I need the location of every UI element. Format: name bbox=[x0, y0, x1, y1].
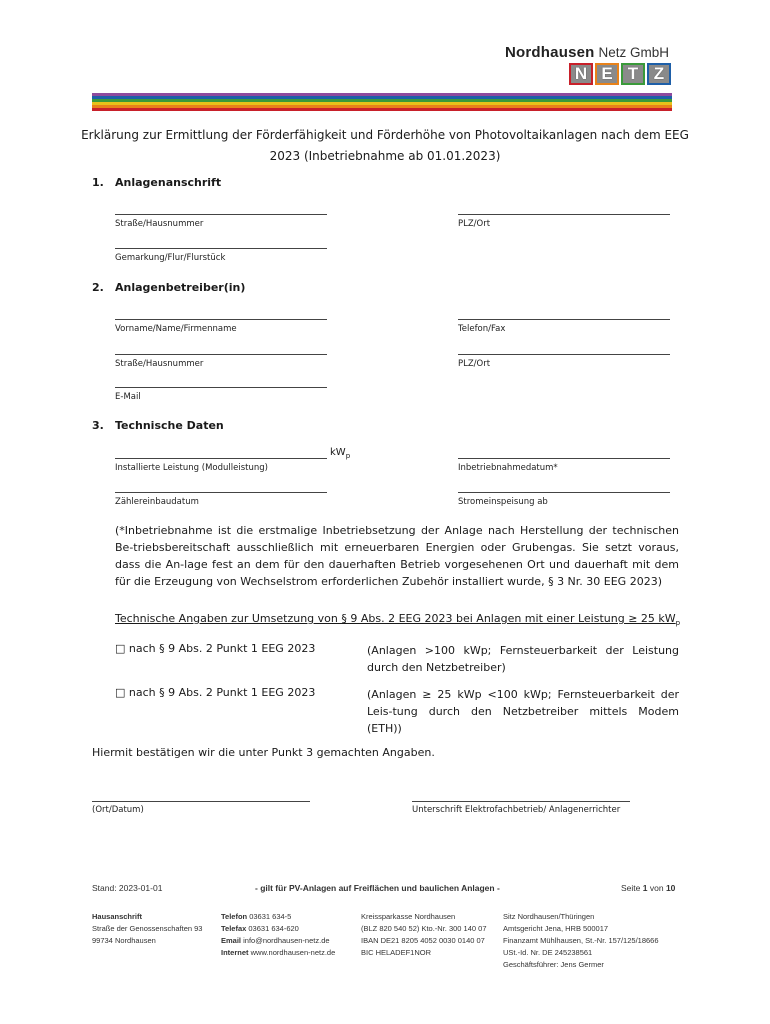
option-label: nach § 9 Abs. 2 Punkt 1 EEG 2023 bbox=[128, 642, 316, 655]
street-field-line[interactable] bbox=[115, 214, 327, 215]
netz-logo bbox=[569, 63, 671, 85]
page-prefix: Seite bbox=[621, 883, 641, 893]
contact-value: 03631 634-620 bbox=[248, 924, 299, 933]
bank-line: Kreissparkasse Nordhausen bbox=[361, 912, 456, 921]
signature-field-line[interactable] bbox=[412, 801, 630, 802]
contact-row bbox=[221, 911, 335, 923]
logo-letter: N bbox=[569, 63, 593, 85]
page-mid: von bbox=[649, 883, 664, 893]
footer-bank bbox=[361, 911, 487, 959]
contact-key: Telefax bbox=[221, 924, 247, 933]
logo-letter: Z bbox=[647, 63, 671, 85]
legal-line: Amtsgericht Jena, HRB 500017 bbox=[503, 924, 609, 933]
contact-value: 03631 634-5 bbox=[249, 912, 292, 921]
section-1-title: Anlagenanschrift bbox=[115, 176, 222, 189]
operator-street-field-line[interactable] bbox=[115, 354, 327, 355]
unit-subscript: p bbox=[345, 452, 351, 460]
address-street: Straße der Genossenschaften 93 bbox=[92, 924, 203, 933]
field-label: Straße/Hausnummer bbox=[115, 359, 204, 369]
legal-line: USt.-Id. Nr. DE 245238561 bbox=[503, 948, 593, 957]
unit-text: kW bbox=[330, 447, 346, 458]
section-3-number: 3. bbox=[92, 419, 104, 432]
technical-heading-text: Technische Angaben zur Umsetzung von § 9 Abs. 2 EEG 2023 bei Anlagen mit einer Leistung ≥ 25 kW bbox=[115, 612, 676, 625]
footer-stand: Stand: 2023-01-01 bbox=[92, 883, 163, 893]
contact-row bbox=[221, 947, 335, 959]
field-label: PLZ/Ort bbox=[458, 219, 491, 229]
field-label: PLZ/Ort bbox=[458, 359, 491, 369]
footer-address bbox=[92, 911, 202, 947]
brand-suffix: Netz GmbH bbox=[598, 45, 670, 60]
page-indicator bbox=[621, 883, 675, 893]
page-total: 10 bbox=[665, 883, 676, 893]
color-stripe bbox=[92, 108, 672, 111]
checkbox-icon[interactable]: □ bbox=[115, 642, 126, 655]
field-label: Telefon/Fax bbox=[458, 324, 506, 334]
option-1[interactable] bbox=[115, 642, 315, 655]
technical-heading-subscript: p bbox=[675, 619, 681, 628]
capacity-field-line[interactable] bbox=[115, 458, 327, 459]
logo-letter: T bbox=[621, 63, 645, 85]
field-label: Inbetriebnahmedatum* bbox=[458, 463, 558, 473]
contact-row bbox=[221, 923, 335, 935]
section-1-number: 1. bbox=[92, 176, 104, 189]
operator-zip-field-line[interactable] bbox=[458, 354, 670, 355]
field-label: Zählereinbaudatum bbox=[115, 497, 199, 507]
field-label: Straße/Hausnummer bbox=[115, 219, 204, 229]
field-label: Installierte Leistung (Modulleistung) bbox=[115, 463, 268, 473]
unit-label bbox=[330, 447, 350, 460]
commissioning-note: (*Inbetriebnahme ist die erstmalige Inbetriebsetzung der Anlage nach Herstellung der technischen Be-triebsbereitschaft ausschließlich mit erneuerbaren Energien oder Grubengas. Sie setzt voraus, dass die An-lage fest an dem für den dauerhaften Betrieb vorgesehenen Ort und dauerhaft mit dem für die Erzeugung von Wechselstrom erforderlichen Zubehör installiert wurde, § 3 Nr. 30 EEG 2023) bbox=[115, 524, 679, 588]
bank-line: BIC HELADEF1NOR bbox=[361, 948, 432, 957]
parcel-field-line[interactable] bbox=[115, 248, 327, 249]
email-field-line[interactable] bbox=[115, 387, 327, 388]
footer-scope: - gilt für PV-Anlagen auf Freiflächen und baulichen Anlagen - bbox=[255, 883, 500, 893]
confirmation-text: Hiermit bestätigen wir die unter Punkt 3 gemachten Angaben. bbox=[92, 746, 435, 759]
place-date-label: (Ort/Datum) bbox=[92, 805, 144, 815]
address-heading: Hausanschrift bbox=[92, 912, 143, 921]
legal-line: Sitz Nordhausen/Thüringen bbox=[503, 912, 595, 921]
page-number: 1 bbox=[642, 883, 648, 893]
contact-email[interactable]: info@nordhausen-netz.de bbox=[243, 936, 330, 945]
place-date-field-line[interactable] bbox=[92, 801, 310, 802]
address-city: 99734 Nordhausen bbox=[92, 936, 156, 945]
section-3-title: Technische Daten bbox=[115, 419, 224, 432]
footer-contact bbox=[221, 911, 335, 959]
bank-line: IBAN DE21 8205 4052 0030 0140 07 bbox=[361, 936, 485, 945]
field-label: Gemarkung/Flur/Flurstück bbox=[115, 253, 226, 263]
contact-website[interactable]: www.nordhausen-netz.de bbox=[250, 948, 336, 957]
field-label: Stromeinspeisung ab bbox=[458, 497, 548, 507]
contact-key: Telefon bbox=[221, 912, 248, 921]
signature-label: Unterschrift Elektrofachbetrieb/ Anlagenerrichter bbox=[412, 805, 621, 815]
meter-date-field-line[interactable] bbox=[115, 492, 327, 493]
feed-in-date-field-line[interactable] bbox=[458, 492, 670, 493]
option-2[interactable] bbox=[115, 686, 315, 699]
logo-letter: E bbox=[595, 63, 619, 85]
field-label: E-Mail bbox=[115, 392, 141, 402]
field-label: Vorname/Name/Firmenname bbox=[115, 324, 237, 334]
footer-legal bbox=[503, 911, 659, 971]
contact-key: Email bbox=[221, 936, 242, 945]
phone-fax-field-line[interactable] bbox=[458, 319, 670, 320]
option-label: nach § 9 Abs. 2 Punkt 1 EEG 2023 bbox=[128, 686, 316, 699]
zip-city-field-line[interactable] bbox=[458, 214, 670, 215]
section-2-title: Anlagenbetreiber(in) bbox=[115, 281, 246, 294]
legal-line: Geschäftsführer: Jens Germer bbox=[503, 960, 604, 969]
checkbox-icon[interactable]: □ bbox=[115, 686, 126, 699]
option-2-description: (Anlagen ≥ 25 kWp <100 kWp; Fernsteuerbarkeit der Leis-tung durch den Netzbetreiber mittels Modem (ETH)) bbox=[367, 688, 679, 735]
company-logo-text bbox=[505, 44, 669, 61]
contact-key: Internet bbox=[221, 948, 249, 957]
operator-name-field-line[interactable] bbox=[115, 319, 327, 320]
legal-line: Finanzamt Mühlhausen, St.-Nr. 157/125/18666 bbox=[503, 936, 659, 945]
section-2-number: 2. bbox=[92, 281, 104, 294]
document-title: Erklärung zur Ermittlung der Förderfähigkeit und Förderhöhe von Photovoltaikanlagen nach dem EEG 2023 (Inbetriebnahme ab 01.01.2023) bbox=[81, 128, 689, 163]
technical-heading bbox=[115, 612, 680, 627]
contact-row bbox=[221, 935, 335, 947]
header-color-stripes bbox=[92, 93, 672, 111]
bank-line: (BLZ 820 540 52) Kto.-Nr. 300 140 07 bbox=[361, 924, 487, 933]
brand-name: Nordhausen bbox=[505, 44, 595, 61]
commissioning-date-field-line[interactable] bbox=[458, 458, 670, 459]
option-1-description: (Anlagen >100 kWp; Fernsteuerbarkeit der Leistung durch den Netzbetreiber) bbox=[367, 644, 679, 674]
